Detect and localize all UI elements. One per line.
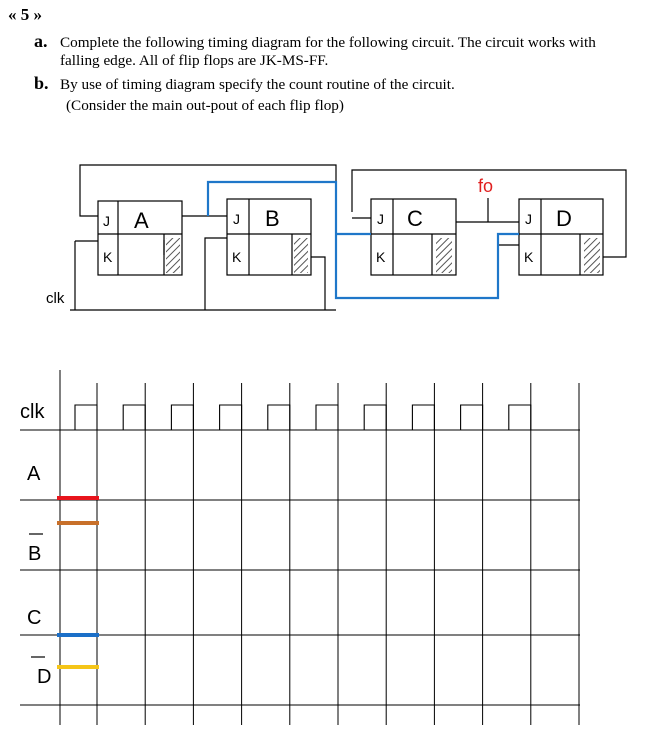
flip-flop-b — [227, 199, 311, 275]
flip-flop-a — [98, 201, 182, 275]
question-number: « 5 » — [8, 5, 42, 24]
clock-pulse — [268, 405, 290, 430]
clock-pulse — [461, 405, 483, 430]
flip-flop-d — [519, 199, 603, 275]
flip-flop-c-j-label: J — [377, 211, 384, 227]
flip-flop-c-q-bar-hatch — [436, 238, 452, 273]
part-b-label: b. — [34, 73, 49, 93]
row-label-clk: clk — [20, 401, 45, 423]
clock-pulse — [75, 405, 97, 430]
clock-pulse — [509, 405, 531, 430]
flip-flop-d-q-bar-hatch — [584, 238, 600, 273]
part-a-line1: Complete the following timing diagram for the following circuit. The circuit works with — [60, 34, 596, 51]
row-label-c: C — [27, 607, 42, 629]
flip-flop-b-j-label: J — [233, 211, 240, 227]
part-b-line1: By use of timing diagram specify the count routine of the circuit. — [60, 76, 455, 93]
clock-waveform — [75, 405, 531, 430]
flip-flop-d-name: D — [556, 206, 572, 231]
flip-flop-b-q-bar-hatch — [294, 238, 308, 273]
flip-flop-b-name: B — [265, 206, 280, 231]
flip-flop-a-q-bar-hatch — [166, 238, 180, 273]
timing-diagram — [20, 370, 580, 725]
flip-flop-d-k-label: K — [524, 249, 534, 265]
row-label-d: D — [37, 666, 52, 688]
clock-pulse — [364, 405, 386, 430]
row-label-b: B — [28, 543, 42, 565]
part-a-line2: falling edge. All of flip flops are JK-MS-FF. — [60, 52, 329, 69]
flip-flop-c-name: C — [407, 206, 423, 231]
clock-label: clk — [46, 290, 65, 307]
clock-pulse — [316, 405, 338, 430]
clock-pulse — [412, 405, 434, 430]
flip-flop-c-k-label: K — [376, 249, 386, 265]
flip-flop-a-k-label: K — [103, 249, 113, 265]
flip-flop-b-k-label: K — [232, 249, 242, 265]
question-text — [8, 5, 596, 114]
timing-grid — [20, 370, 580, 725]
flip-flop-d-j-label: J — [525, 211, 532, 227]
output-fo-label: fo — [478, 176, 494, 196]
clock-pulse — [171, 405, 193, 430]
part-a-label: a. — [34, 31, 48, 51]
flip-flop-a-name: A — [134, 208, 149, 233]
clock-pulse — [220, 405, 242, 430]
flip-flop-c — [371, 199, 456, 275]
part-b-line2: (Consider the main out-pout of each flip flop) — [66, 97, 344, 114]
row-label-a: A — [27, 463, 41, 485]
circuit-diagram — [46, 165, 626, 310]
flip-flop-a-j-label: J — [103, 213, 110, 229]
clock-pulse — [123, 405, 145, 430]
